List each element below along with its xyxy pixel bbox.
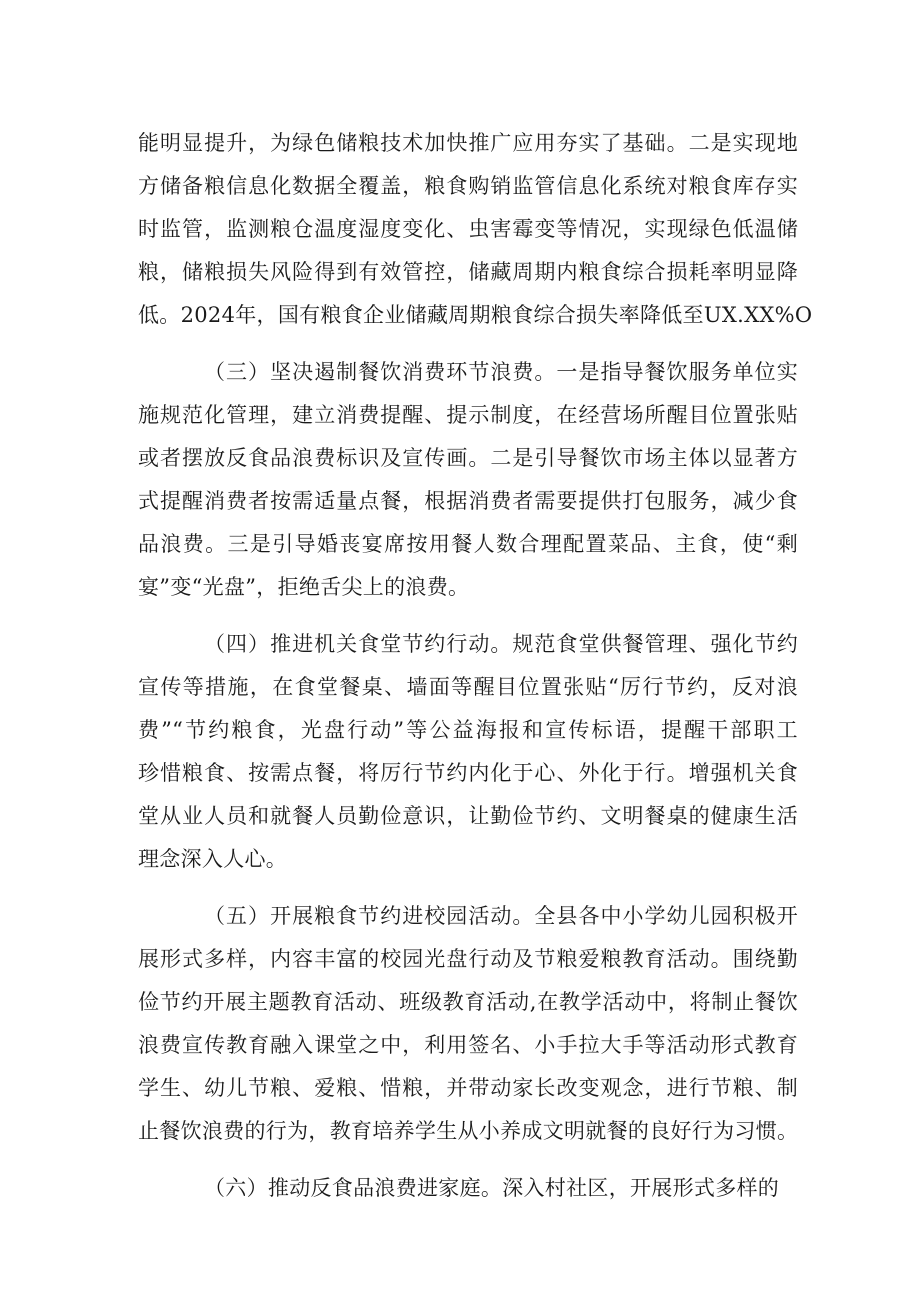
paragraph-line: 珍惜粮食、按需点餐，将厉行节约内化于心、外化于行。增强机关食 xyxy=(138,761,798,785)
paragraph-line: 式提醒消费者按需适量点餐，根据消费者需要提供打包服务，减少食 xyxy=(138,489,798,513)
document-body xyxy=(138,122,813,1210)
section-heading-line: （四）推进机关食堂节约行动。规范食堂供餐管理、强化节约 xyxy=(204,632,798,656)
section-heading-line: （五）开展粮食节约进校园活动。全县各中小学幼儿园积极开 xyxy=(204,904,798,928)
paragraph-line: 俭节约开展主题教育活动、班级教育活动,在教学活动中，将制止餐饮 xyxy=(138,990,798,1014)
paragraph-line: 理念深入人心。 xyxy=(138,847,288,871)
paragraph-line: 学生、幼儿节粮、爱粮、惜粮，并带动家长改变观念，进行节粮、制 xyxy=(138,1076,798,1100)
paragraph-line: 或者摆放反食品浪费标识及宣传画。二是引导餐饮市场主体以显著方 xyxy=(138,446,798,470)
paragraph-line: 粮，储粮损失风险得到有效管控，储藏周期内粮食综合损耗率明显降 xyxy=(138,260,798,284)
paragraph-line: 止餐饮浪费的行为，教育培养学生从小养成文明就餐的良好行为习惯。 xyxy=(138,1119,799,1143)
paragraph-line: 品浪费。三是引导婚丧宴席按用餐人数合理配置菜品、主食，使“剩 xyxy=(138,532,798,556)
section-heading-line: （六）推动反食品浪费进家庭。深入村社区，开展形式多样的 xyxy=(204,1176,780,1200)
paragraph-line: 时监管，监测粮仓温度湿度变化、虫害霉变等情况，实现绿色低温储 xyxy=(138,217,798,241)
paragraph-line: 低。2024年，国有粮食企业储藏周期粮食综合损失率降低至UX.XX%O xyxy=(138,303,813,327)
paragraph-line: 宣传等措施，在食堂餐桌、墙面等醒目位置张贴“厉行节约，反对浪 xyxy=(138,675,798,699)
paragraph-line: 堂从业人员和就餐人员勤俭意识，让勤俭节约、文明餐桌的健康生活 xyxy=(138,804,798,828)
paragraph-line: 宴”变“光盘”，拒绝舌尖上的浪费。 xyxy=(138,575,470,599)
paragraph-line: 展形式多样，内容丰富的校园光盘行动及节粮爱粮教育活动。围绕勤 xyxy=(138,947,798,971)
paragraph-line: 方储备粮信息化数据全覆盖，粮食购销监管信息化系统对粮食库存实 xyxy=(138,174,798,198)
paragraph-line: 浪费宣传教育融入课堂之中，利用签名、小手拉大手等活动形式教育 xyxy=(138,1033,798,1057)
section-heading-line: （三）坚决遏制餐饮消费环节浪费。一是指导餐饮服务单位实 xyxy=(204,360,798,384)
paragraph-line: 能明显提升，为绿色储粮技术加快推广应用夯实了基础。二是实现地 xyxy=(138,131,798,155)
paragraph-line: 费”“节约粮食，光盘行动”等公益海报和宣传标语，提醒干部职工 xyxy=(138,718,798,742)
paragraph-line: 施规范化管理，建立消费提醒、提示制度，在经营场所醒目位置张贴 xyxy=(138,403,798,427)
